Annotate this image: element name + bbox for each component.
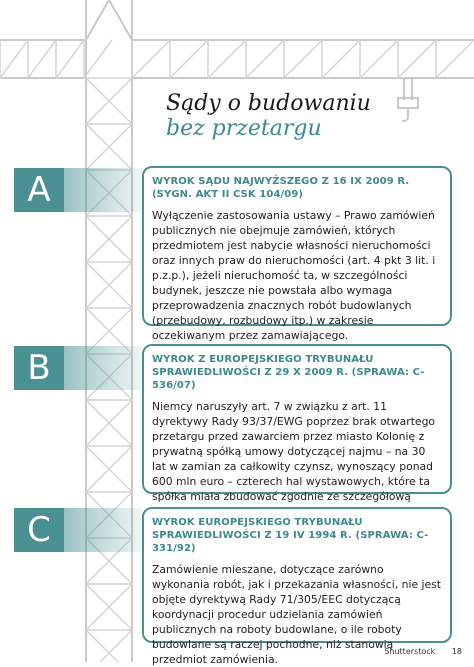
section-b-heading: WYROK Z EUROPEJSKIEGO TRYBUNAŁU SPRAWIEDLIWOŚCI Z 29 X 2009 R. (SPRAWA: C-536/07) <box>152 354 425 391</box>
title-line-1: Sądy o budowaniu <box>166 91 371 116</box>
title-line-2: bez przetargu <box>166 116 322 141</box>
section-a-heading: WYROK SĄDU NAJWYŻSZEGO Z 16 IX 2009 R. (SYGN. AKT II CSK 104/09) <box>152 176 410 200</box>
section-c-letter: C <box>14 508 64 552</box>
page-number: 18 <box>451 647 462 656</box>
section-a-letter: A <box>14 168 64 212</box>
photo-credit: Shutterstock <box>384 647 436 656</box>
infographic-title <box>166 92 456 142</box>
section-a-body: Wyłączenie zastosowania ustawy – Prawo zamówień publicznych nie obejmuje zamówień, których przedmiotem jest nabycie własności nieruchomości oraz innych praw do nieruchomości (art. 4 pkt 3 lit. i p.z.p.), jeżeli nieruchomość ta, w szczególności budynek, jeszcze nie powstała albo wymaga przeprowadzenia znacznych robót budowlanych (przebudowy, rozbudowy itp.) w zakresie oczekiwanym przez zamawiającego. <box>152 209 436 342</box>
section-c-heading: WYROK EUROPEJSKIEGO TRYBUNAŁU SPRAWIEDLIWOŚCI Z 19 IV 1994 R. (SPRAWA: C-331/92) <box>152 517 429 554</box>
section-b-letter: B <box>14 346 64 390</box>
section-b-card <box>142 344 452 503</box>
section-b-body: Niemcy naruszyły art. 7 w związku z art. 11 dyrektywy Rady 93/37/EWG poprzez brak otwartego przetargu przed zawarciem przez miasto Kolonię z prywatną spółką umowy dotyczącej najmu – na 30 lat w zamian za całkowity czynsz, wynoszący ponad 600 mln euro – czterech hal wystawowych, które ta spółka miała zbudować zgodnie ze szczegółową <box>152 400 436 503</box>
section-a-card <box>142 166 452 342</box>
section-c-beam <box>64 508 142 552</box>
page-footer <box>370 647 462 656</box>
section-a-beam <box>64 168 142 212</box>
section-c-body: Zamówienie mieszane, dotyczące zarówno wykonania robót, jak i przekazania własności, nie jest objęte dyrektywą Rady 71/305/EEC dotyczącą koordynacji procedur udzielania zamówień publicznych na roboty budowlane, o ile roboty budowlane są raczej pochodne, niż stanowią przedmiot zamówienia. <box>152 563 442 666</box>
section-b-beam <box>64 346 142 390</box>
